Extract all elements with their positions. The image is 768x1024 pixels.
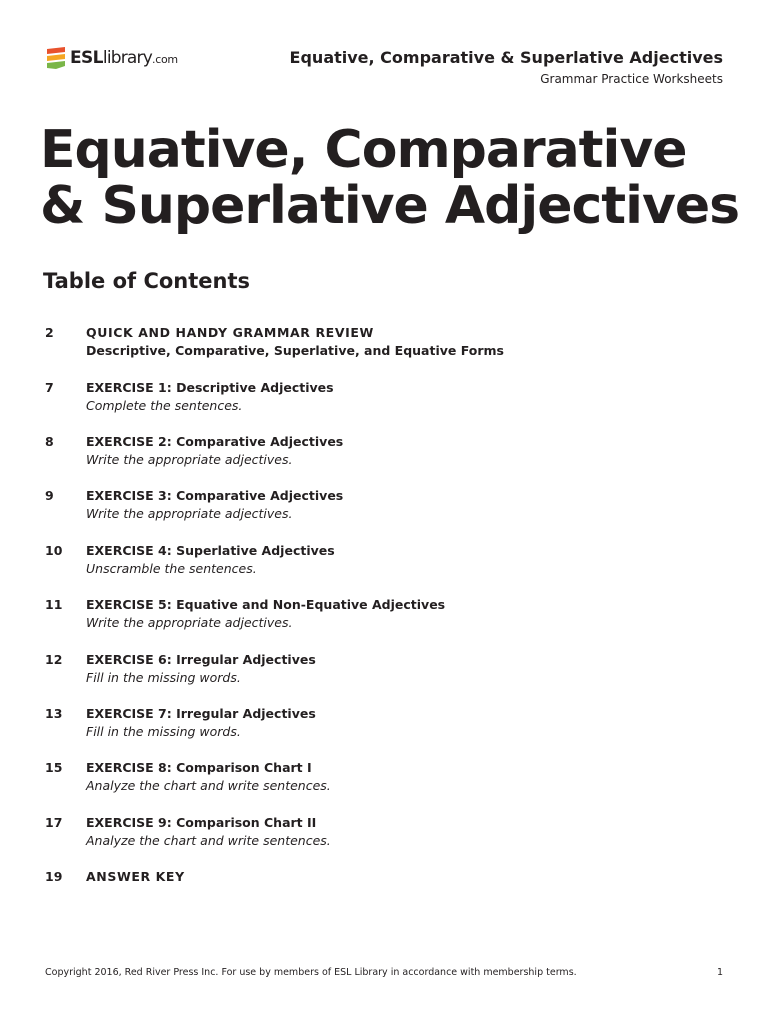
- stacked-books-icon: [45, 45, 67, 71]
- logo-brand-suffix: .com: [152, 53, 178, 66]
- toc-entry-description: Complete the sentences.: [86, 398, 243, 413]
- toc-entry-description: Descriptive, Comparative, Superlative, and Equative Forms: [86, 343, 504, 358]
- footer-copyright: Copyright 2016, Red River Press Inc. For use by members of ESL Library in accordance with membership terms.: [45, 967, 577, 978]
- toc-page-number: 2: [45, 325, 54, 340]
- toc-page-number: 8: [45, 434, 54, 449]
- page-title-line-1: Equative, Comparative: [40, 120, 687, 180]
- toc-page-number: 7: [45, 380, 54, 395]
- toc-entry-description: Write the appropriate adjectives.: [86, 506, 293, 521]
- footer-page-number: 1: [716, 967, 723, 978]
- toc-entry-title: EXERCISE 6: Irregular Adjectives: [86, 652, 316, 667]
- header-title: Equative, Comparative & Superlative Adjectives: [289, 48, 723, 67]
- toc-entry-title: EXERCISE 1: Descriptive Adjectives: [86, 380, 334, 395]
- toc-entry-description: Analyze the chart and write sentences.: [86, 833, 331, 848]
- toc-entry-title: EXERCISE 4: Superlative Adjectives: [86, 543, 335, 558]
- logo-brand-light: library: [102, 48, 152, 68]
- page-title-line-2: & Superlative Adjectives: [40, 176, 740, 236]
- toc-page-number: 10: [45, 543, 63, 558]
- page-title: [40, 122, 740, 234]
- toc-entry-description: Unscramble the sentences.: [86, 561, 257, 576]
- toc-entry-description: Analyze the chart and write sentences.: [86, 778, 331, 793]
- toc-entry-title: EXERCISE 9: Comparison Chart II: [86, 815, 317, 830]
- toc-page-number: 13: [45, 706, 63, 721]
- logo-brand-bold: ESL: [70, 48, 103, 68]
- toc-heading: Table of Contents: [43, 269, 251, 293]
- toc-entry-title: ANSWER KEY: [86, 869, 185, 884]
- toc-page-number: 11: [45, 597, 63, 612]
- toc-entry-description: Fill in the missing words.: [86, 670, 241, 685]
- toc-page-number: 15: [45, 760, 63, 775]
- logo-wordmark: [70, 48, 178, 68]
- toc-page-number: 17: [45, 815, 63, 830]
- toc-entry-description: Write the appropriate adjectives.: [86, 615, 293, 630]
- toc-entry-description: Write the appropriate adjectives.: [86, 452, 293, 467]
- toc-entry-title: EXERCISE 5: Equative and Non-Equative Adjectives: [86, 597, 446, 612]
- toc-page-number: 9: [45, 488, 54, 503]
- esl-library-logo: [45, 43, 178, 73]
- toc-entry-title: EXERCISE 3: Comparative Adjectives: [86, 488, 344, 503]
- toc-entry-description: Fill in the missing words.: [86, 724, 241, 739]
- toc-entry-title: EXERCISE 2: Comparative Adjectives: [86, 434, 344, 449]
- toc-entry-title: QUICK AND HANDY GRAMMAR REVIEW: [86, 325, 374, 340]
- toc-entry-title: EXERCISE 7: Irregular Adjectives: [86, 706, 316, 721]
- toc-page-number: 12: [45, 652, 63, 667]
- toc-page-number: 19: [45, 869, 63, 884]
- header-subtitle: Grammar Practice Worksheets: [540, 72, 723, 86]
- page-header: [290, 48, 723, 87]
- toc-entry-title: EXERCISE 8: Comparison Chart I: [86, 760, 312, 775]
